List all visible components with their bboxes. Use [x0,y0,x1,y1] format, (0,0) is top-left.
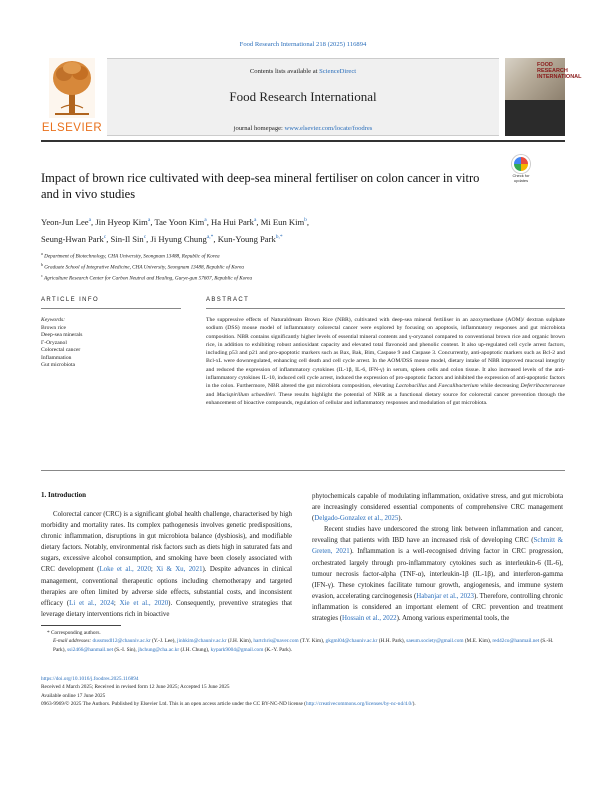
abstract-taxon: Mucispirillum schaedleri [216,391,275,398]
sciencedirect-link[interactable]: ScienceDirect [319,68,357,75]
article-info-heading: ARTICLE INFO [41,297,100,303]
author-separator: , [256,216,261,227]
intro-left-column [41,509,292,620]
author-separator: , [213,233,218,244]
intro-paragraph [312,491,563,524]
abstract-taxon: Deferribacteraceae [520,383,565,390]
author-name[interactable]: Jin Hyeop Kim [95,216,148,227]
author-name[interactable]: Kun-Young Park [217,233,276,244]
footnotes [41,629,565,654]
affiliation-item [41,250,481,261]
citation-link[interactable]: Xi & Xu, 2021 [156,566,203,574]
author-affil-sup[interactable]: a [147,217,151,223]
elsevier-logo[interactable] [41,58,103,136]
citation-link[interactable]: Delgado-Gonzalez et al., 2025 [314,515,399,523]
author-affil-sup[interactable]: c [143,233,147,240]
text-segment: ). Among various experimental tools, the [396,615,510,623]
email-link[interactable]: ssi2466@hanmail.net [67,646,114,653]
author-affil-sup[interactable]: c [103,233,107,240]
contents-prefix: Contents lists available at [249,68,320,75]
homepage-prefix: journal homepage: [233,125,285,132]
affiliation-sup: b [41,262,43,268]
text-segment: ). [398,515,403,523]
text-segment: ; [150,566,157,574]
email-owner: (J.H. Kim), [226,638,254,645]
email-link[interactable]: jhchung@cha.ac.kr [138,646,180,653]
journal-title: Food Research International [229,89,377,104]
author-affil-sup[interactable]: b,* [275,233,283,240]
email-owner: (Y.-J. Lee), [150,638,178,645]
keyword-item: Γ-Oryzanol [41,339,67,346]
email-link[interactable]: dussmsdl12@chauniv.ac.kr [92,638,151,645]
email-label: E-mail addresses: [53,638,93,645]
author-affil-sup[interactable]: a [88,217,92,223]
author-separator: , [306,216,310,227]
affiliation-item [41,272,481,283]
cover-band [505,100,565,136]
author-name[interactable]: Tae Yoon Kim [154,216,205,227]
affiliation-text: Department of Biotechnology, CHA University, Seongnam 13488, Republic of Korea [44,253,220,260]
affiliation-item [41,261,481,272]
email-link[interactable]: hartchris@naver.com [253,638,299,645]
keyword-item: Gut microbiota [41,362,76,368]
email-owner: (H.H. Park), [377,638,407,645]
journal-header [41,58,582,136]
journal-banner [107,58,499,136]
affiliation-sup: a [41,251,43,256]
email-owner: (S.-H. Park), [53,638,554,653]
abstract-bottom-divider [41,470,565,471]
email-link[interactable]: saeum.society@gmail.com [406,638,464,645]
abstract-taxon: Faecalibacterium [438,383,479,390]
citation-link[interactable]: Loke et al., 2020 [99,566,151,574]
author-separator: , [206,216,211,227]
abstract-segment: and [426,383,439,390]
author-list [41,213,481,247]
text-segment: Colorectal cancer (CRC) is a significant global health challenge, characterised by high morbidity and mortality rates. Its complex pathogenesis involves genetic predispositions, chronic inflammation, disruptions in gut microbiota balance (dysbiosis), and modifiable dietary factors. Notably, environmental risk factors such as diets high in saturated fats and sugars, excessive alcohol consumption, and smoking have been closely associated with CRC development ( [41,511,292,574]
author-name[interactable]: Ha Hui Park [211,216,254,227]
homepage-link[interactable]: www.elsevier.com/locate/foodres [284,125,373,132]
intro-paragraph [41,509,292,620]
section-heading-introduction: 1. Introduction [41,491,86,499]
text-segment: ). Despite advances in clinical management, conventional therapeutic options including chemotherapy and targeted therapies are often limited by adverse side effects, substantial costs, and inconsistent efficacy ( [41,566,292,607]
keywords-label: Keywords: [41,317,66,323]
intro-right-column [312,491,563,624]
author-affil-sup[interactable]: a [253,217,257,223]
elsevier-tree-icon [49,58,95,118]
check-for-updates-label: Check for updates [512,173,530,183]
corresponding-note: * Corresponding authors. [47,630,101,636]
email-link[interactable]: red42co@hanmail.net [492,638,540,645]
author-affil-sup[interactable]: a [204,217,207,223]
abstract-segment: while decreasing [478,383,521,390]
email-owner: (M.E. Kim), [463,638,493,645]
author-separator: , [106,233,111,244]
citation-link[interactable]: Xie et al., 2020 [119,599,169,607]
author-affil-sup[interactable]: a,* [206,233,214,240]
keyword-item: Deep-sea minerals [41,332,83,338]
email-owner: (J.H. Chung), [179,646,211,653]
email-link[interactable]: kypark9004@gmail.com [210,646,264,653]
author-affil-sup[interactable]: b [304,217,307,223]
email-addresses [41,637,565,654]
text-segment: ). Consequently, preventive strategies that leverage dietary interventions rich in bioactive [41,599,293,618]
citation-link[interactable]: Li et al., 2024 [69,599,114,607]
abstract-text [206,316,565,407]
abstract-taxon: Lactobacillus [395,383,427,390]
journal-cover-image[interactable] [505,58,582,136]
footnote-divider [41,625,121,626]
abstract-heading: ABSTRACT [206,297,250,303]
affiliation-text: Agriculture Research Center for Carbon Neutral and Healing, Gurye-gun 57607, Republic of Korea [43,276,253,283]
available-online: Available online 17 June 2025 [41,692,106,699]
license-statement [41,700,565,708]
email-owner: (K.-Y. Park). [263,646,292,653]
email-owner: (S.-I. Sin), [113,646,139,653]
abstract-segment: . These results highlight the potential of NBR as a functional dietary source for colorectal cancer prevention through the enhancement of bioactive compounds, regulation of cellular and inflammatory responses and modulation of gut microbiota. [206,391,565,406]
author-separator: , [146,233,151,244]
affiliation-sup: c [41,273,43,279]
publication-info [41,675,565,708]
author-name[interactable]: Seung-Hwan Park [41,233,104,244]
author-separator: , [150,216,155,227]
email-link[interactable]: jinhkim@chauniv.ac.kr [177,638,227,645]
affiliation-list [41,250,481,284]
abstract-segment: The suppressive effects of Naturaldream Brown Rice (NBR), cultivated with deep-sea mineral fertiliser in an azoxymethane (AOM)/ dextran sulphate sodium (DSS) mouse model of inflammatory colorectal cancer were explored by focusing on apoptosis, inflammatory responses and gut microbiota composition. NBR contains significantly higher levels of essential mineral contents and γ-oryzanol compared to conventional brown rice and organic brown rice, in addition to exhibiting robust antioxidant capacity and elevated total flavonoid and phenolic content. It also up-regulated cell cycle arrest factors, including p53 and p21 and pro-apoptotic markers such as Bax, Bak, Bim, Caspase 9 and Caspase 3. Concurrently, anti-apoptotic markers such as Bcl-2 and Bcl-xL were downregulated, enhancing cell death and cell cycle arrest. In the AOM/DSS mouse model, dietary intake of NBR improved mucosal integrity and reduced the expression of inflammatory cytokines (IL-1β, IL-6, IFN-γ) in serum, spleen cells and colon tissue. It also increased levels of the anti-inflammatory cytokines IL-10, induced cell cycle arrest, induced the expression of pro-apoptotic factors and inhibited the expression of anti-apoptotic factors in the colon. Furthermore, NBR altered the gut microbiota composition, elevating [206,317,565,390]
cover-title: FOOD RESEARCH INTERNATIONAL [537,62,582,80]
homepage-line [107,125,499,132]
text-segment: Recent studies have underscored the strong link between inflammation and cancer, revealing that patients with IBD have an increased risk of developing CRC ( [312,526,563,545]
keyword-item: Colorectal cancer [41,347,81,353]
citation-link[interactable]: Schmitt & Greten, 2021 [312,537,563,556]
intro-paragraph [312,524,563,624]
keyword-item: Inflammation [41,354,72,361]
author-name[interactable]: Mi Eun Kim [260,216,305,227]
citation-link[interactable]: Hossain et al., 2022 [342,615,397,623]
check-for-updates-badge[interactable] [508,155,534,185]
license-text: 0963-9969/© 2025 The Authors. Published by Elsevier Ltd. This is an open access article under the CC BY-NC-ND license ( [41,700,306,707]
citation-link[interactable]: Habanjar et al., 2023 [416,592,474,600]
email-link[interactable]: gkgml04@chauniv.ac.kr [325,638,378,645]
text-segment: phytochemicals capable of modulating inflammation, oxidative stress, and gut microbiota are increasingly considered essential components of comprehensive CRC management ( [312,493,563,523]
article-info-divider [41,308,181,309]
article-title: Impact of brown rice cultivated with deep-sea mineral fertiliser on colon cancer in vitro and in vivo studies [41,171,480,201]
keyword-item: Brown rice [41,324,67,331]
text-segment: ; [113,599,120,607]
doi-link[interactable]: https://doi.org/10.1016/j.foodres.2025.116894 [41,676,139,682]
header-divider [41,140,565,142]
license-text: ). [412,700,416,707]
license-link[interactable]: http://creativecommons.org/licenses/by-nc-nd/4.0/ [305,700,413,707]
author-name[interactable]: Sin-Il Sin [110,233,144,244]
check-for-updates-icon [512,155,530,173]
text-segment: ). Therefore, controlling chronic inflammation is considered an important element of CRC prevention and treatment strategies ( [312,592,564,623]
received-dates: Received 4 March 2025; Received in revised form 12 June 2025; Accepted 15 June 2025 [41,684,230,691]
email-owner: (T.Y. Kim), [298,638,326,645]
affiliation-text: Graduate School of Integrative Medicine, CHA University, Seongnam 13488, Republic of Korea [44,264,244,271]
author-name[interactable]: Ji Hyung Chung [150,233,207,244]
text-segment: ). Inflammation is a well-recognised driving factor in CRC progression, orchestrated largely through pro-inflammatory cytokines such as interleukin-6 (IL-6), tumour necrosis factor-alpha (TNF-α), interleukin-1β (IL-1β), and interferon-gamma (IFN-γ). These cytokines facilitate tumour growth, angiogenesis, and immune system evasion, accelerating carcinogenesis ( [312,548,563,600]
abstract-segment: and [206,391,217,398]
author-name[interactable]: Yeon-Jun Lee [41,216,89,227]
contents-line [107,68,499,75]
abstract-divider [206,308,565,309]
elsevier-wordmark: ELSEVIER [41,122,103,134]
author-separator: , [91,216,96,227]
keywords-list [41,317,181,370]
journal-reference-link[interactable]: Food Research International 218 (2025) 116894 [239,41,367,48]
